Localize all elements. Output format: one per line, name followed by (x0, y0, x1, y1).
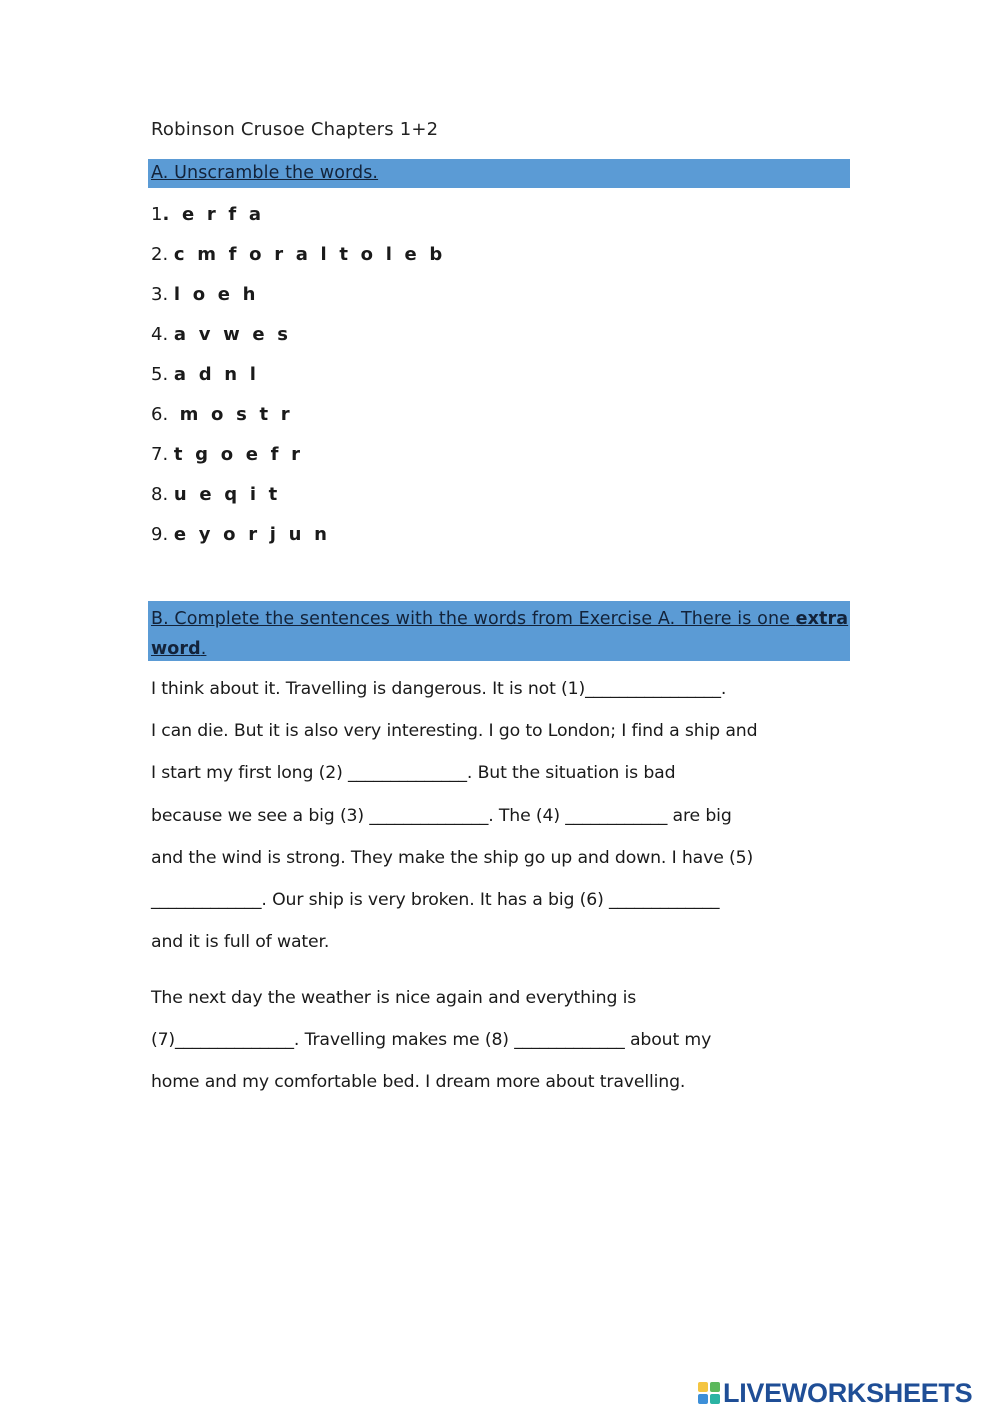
list-item: 8. u e q i t (151, 484, 281, 505)
liveworksheets-logo (698, 1378, 972, 1408)
list-item: 3. l o e h (151, 284, 259, 305)
logo-text: LIVEWORKSHEETS (723, 1377, 973, 1408)
paragraph-line: home and my comfortable bed. I dream more about travelling. (151, 1072, 686, 1093)
paragraph-line: _____________. Our ship is very broken. It has a big (6) _____________ (151, 889, 720, 910)
scrambled-word: t g o e f r (173, 444, 304, 465)
paragraph-line: I start my first long (2) ______________. But the situation is bad (151, 763, 676, 784)
paragraph-line: (7)______________. Travelling makes me (8) _____________ about my (151, 1030, 712, 1051)
list-item: 5. a d n l (151, 364, 260, 385)
scrambled-word: c m f o r a l t o l e b (173, 244, 446, 265)
scrambled-word: e y o r j u n (173, 524, 331, 545)
paragraph-line: I can die. But it is also very interesting. I go to London; I find a ship and (151, 721, 758, 742)
list-item: 2. c m f o r a l t o l e b (151, 244, 446, 265)
paragraph-line: and the wind is strong. They make the ship go up and down. I have (5) (151, 847, 754, 868)
section-a-heading: A. Unscramble the words. (151, 163, 379, 183)
list-item: 1. e r f a (151, 204, 265, 225)
paragraph-line: I think about it. Travelling is dangerous. It is not (1)________________. (151, 679, 727, 699)
story-paragraph-2 (151, 985, 851, 1112)
section-b-heading: B. Complete the sentences with the words from Exercise A. There is one extra word. (151, 609, 849, 659)
scrambled-word: . e r f a (162, 204, 265, 225)
list-item: 4. a v w e s (151, 324, 292, 345)
paragraph-line: The next day the weather is nice again and everything is (151, 988, 637, 1008)
worksheet-title: Robinson Crusoe Chapters 1+2 (151, 119, 439, 140)
scrambled-word: m o s t r (179, 404, 293, 425)
scrambled-word: a d n l (173, 364, 260, 385)
story-paragraph-1 (151, 676, 851, 971)
paragraph-line: and it is full of water. (151, 932, 330, 953)
liveworksheets-logo-icon (698, 1382, 720, 1404)
scrambled-word: a v w e s (173, 324, 292, 345)
unscramble-list (151, 202, 446, 562)
scrambled-word: u e q i t (173, 484, 281, 505)
list-item: 6. m o s t r (151, 404, 293, 425)
scrambled-word: l o e h (173, 284, 259, 305)
list-item: 9. e y o r j u n (151, 524, 331, 545)
list-item: 7. t g o e f r (151, 444, 304, 465)
paragraph-line: because we see a big (3) ______________. The (4) ____________ are big (151, 805, 732, 826)
